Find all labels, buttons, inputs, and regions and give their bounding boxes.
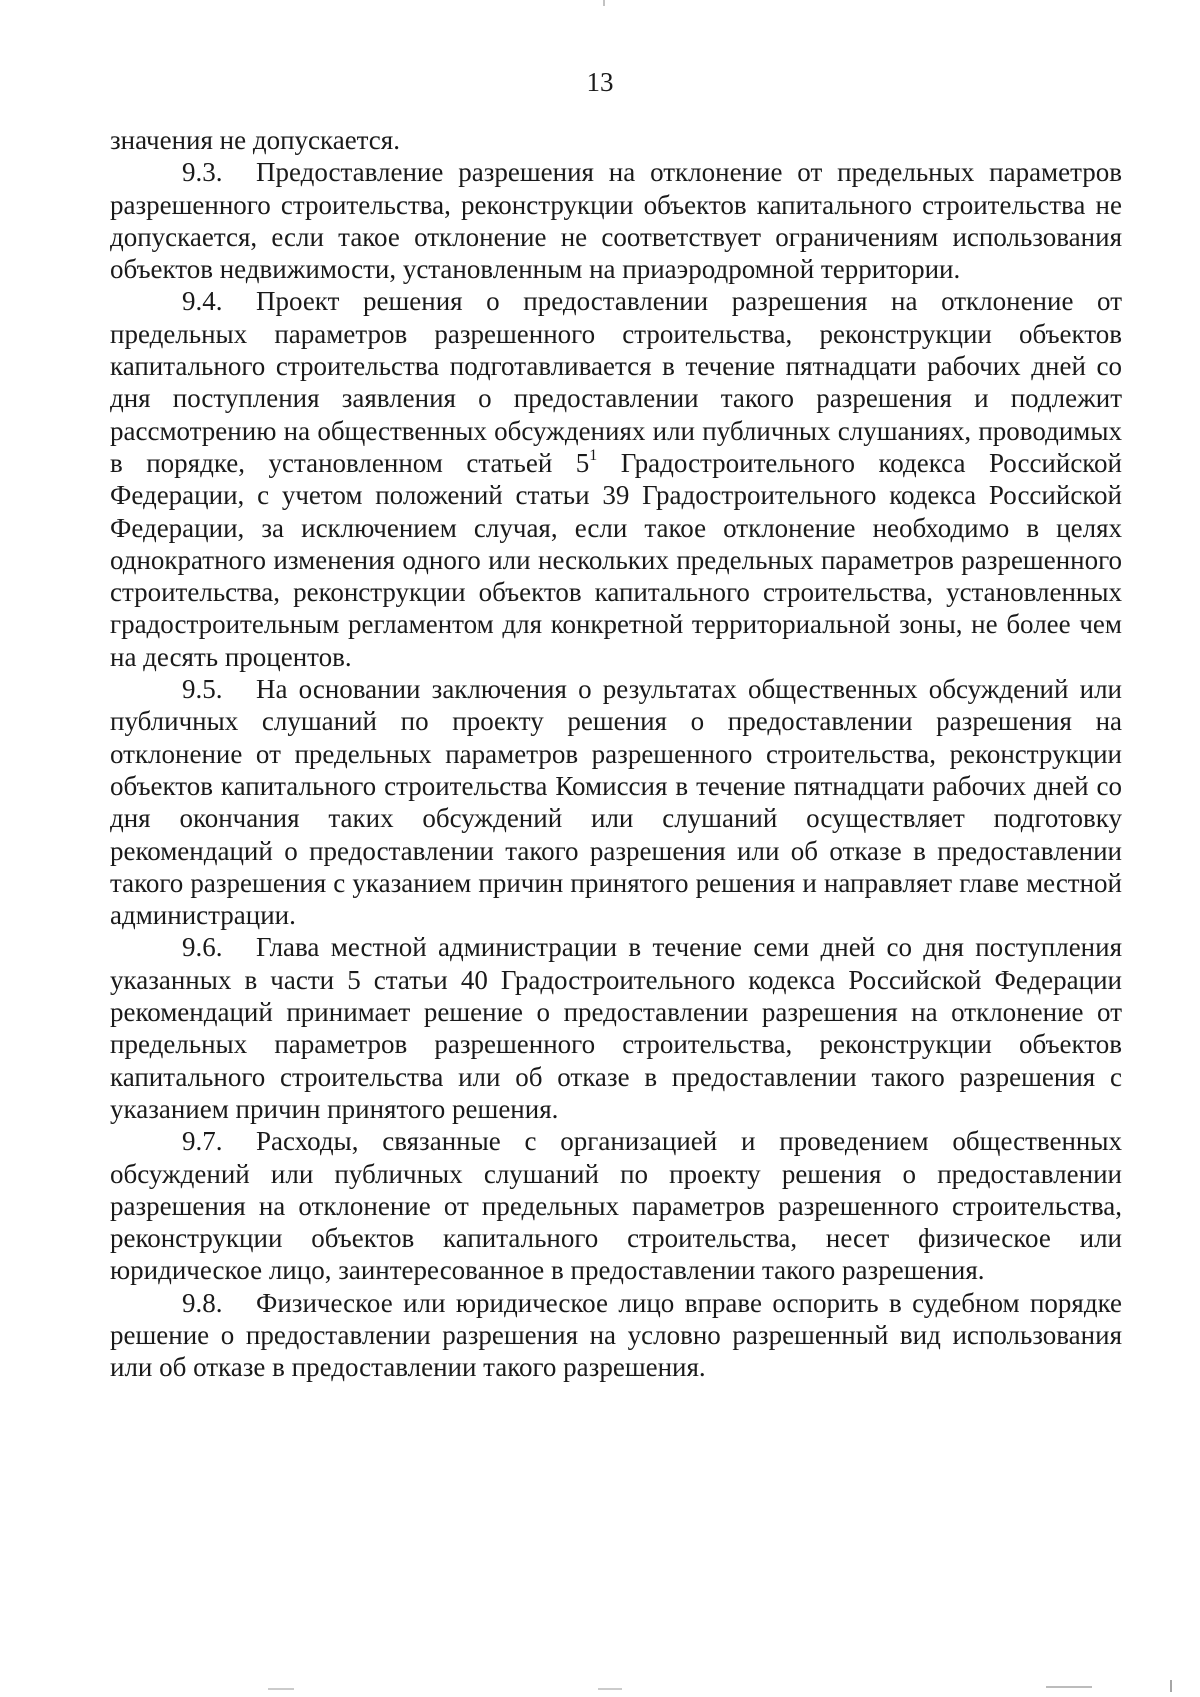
paragraph-text: значения не допускается. <box>110 125 400 155</box>
clause-text: Физическое или юридическое лицо вправе оспорить в судебном порядке решение о предоставлении разрешения на условно разрешенный вид использования или об отказе в предоставлении такого разрешения. <box>110 1287 1122 1383</box>
clause-9-5 <box>110 673 1122 931</box>
clause-9-3 <box>110 156 1122 285</box>
clause-9-8 <box>110 1287 1122 1384</box>
scan-artifact <box>1170 1680 1172 1692</box>
clause-text: Проект решения о предоставлении разрешения на отклонение от предельных параметров разрешенного строительства, реконструкции объектов капитального строительства подготавливается в течение пятнадцати рабочих дней со дня поступления заявления о предоставлении такого разрешения и подлежит рассмотрению на общественных обсуждениях или публичных слушаниях, проводимых в порядке, установленном статьей 5 <box>110 286 1122 478</box>
scan-artifact <box>598 1688 622 1690</box>
clause-text: Глава местной администрации в течение семи дней со дня поступления указанных в части 5 статьи 40 Градостроительного кодекса Российской Федерации рекомендаций принимает решение о предоставлении разрешения на отклонение от предельных параметров разрешенного строительства, реконструкции объектов капитального строительства или об отказе в предоставлении такого разрешения с указанием причин принятого решения. <box>110 932 1122 1124</box>
scan-artifact <box>1046 1686 1092 1688</box>
clause-text-continued: Градостроительного кодекса Российской Федерации, с учетом положений статьи 39 Градостроительного кодекса Российской Федерации, за исключением случая, если такое отклонение необходимо в целях однократного изменения одного или нескольких предельных параметров разрешенного строительства, реконструкции объектов капитального строительства, установленных градостроительным регламентом для конкретной территориальной зоны, не более чем на десять процентов. <box>110 447 1123 672</box>
clause-9-4 <box>110 285 1122 673</box>
paragraph-continuation <box>110 124 1122 156</box>
scan-artifact <box>603 0 605 6</box>
clause-text: На основании заключения о результатах общественных обсуждений или публичных слушаний по проекту решения о предоставлении разрешения на отклонение от предельных параметров разрешенного строительства, реконструкции объектов капитального строительства Комиссия в течение пятнадцати рабочих дней со дня окончания таких обсуждений или слушаний осуществляет подготовку рекомендаций о предоставлении такого разрешения или об отказе в предоставлении такого разрешения с указанием причин принятого решения и направляет главе местной администрации. <box>110 674 1122 931</box>
clause-number: 9.6. <box>182 932 223 963</box>
clause-number: 9.5. <box>182 674 223 705</box>
page-number: 13 <box>586 67 614 97</box>
scan-artifact <box>268 1688 294 1690</box>
clause-number: 9.3. <box>182 157 223 188</box>
clause-9-6 <box>110 931 1122 1125</box>
clause-number: 9.8. <box>182 1287 223 1318</box>
clause-number: 9.7. <box>182 1126 223 1157</box>
document-body <box>110 124 1122 1384</box>
clause-text: Предоставление разрешения на отклонение от предельных параметров разрешенного строительства, реконструкции объектов капитального строительства не допускается, если такое отклонение не соответствует ограничениям использования объектов недвижимости, установленным на приаэродромной территории. <box>110 157 1122 285</box>
clause-text: Расходы, связанные с организацией и проведением общественных обсуждений или публичных слушаний по проекту решения о предоставлении разрешения на отклонение от предельных параметров разрешенного строительства, реконструкции объектов капитального строительства, несет физическое или юридическое лицо, заинтересованное в предоставлении такого разрешения. <box>110 1126 1122 1286</box>
clause-number: 9.4. <box>182 286 223 317</box>
clause-9-7 <box>110 1125 1122 1286</box>
article-superscript: 1 <box>589 446 598 464</box>
